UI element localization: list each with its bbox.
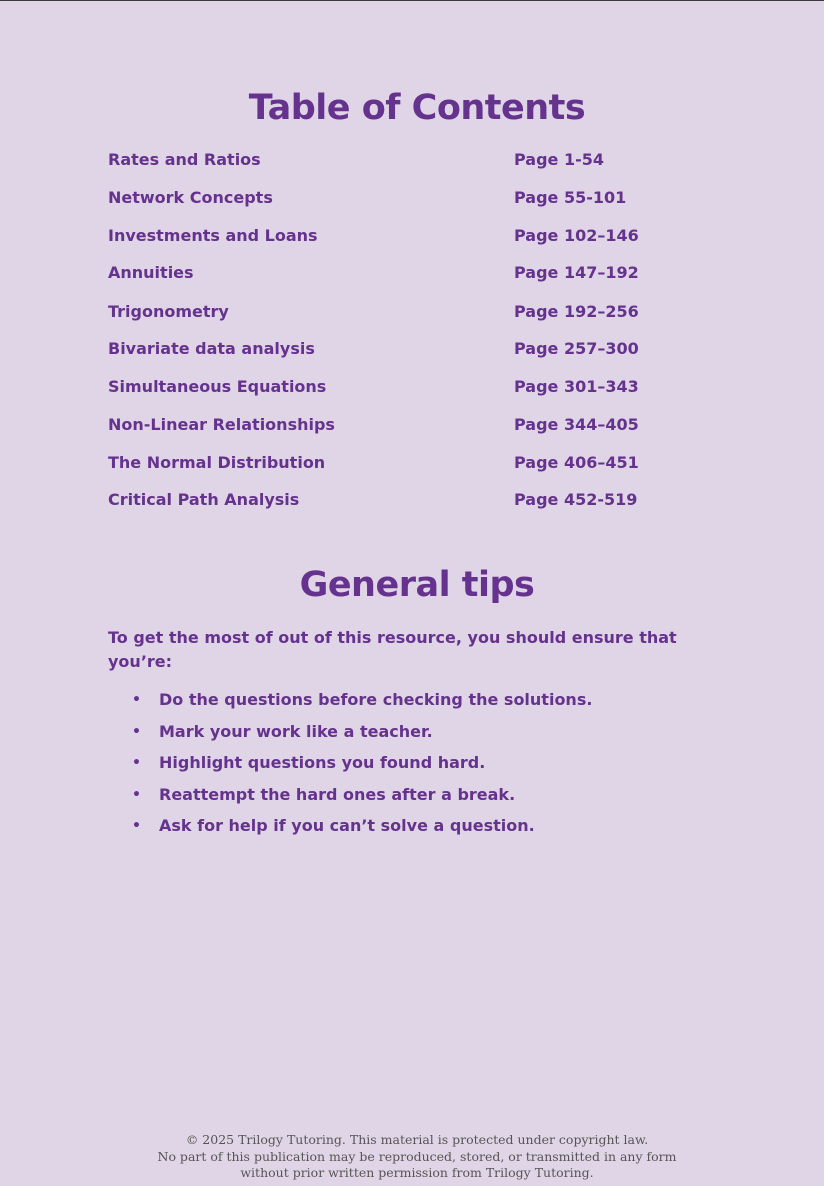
- toc-title: Table of Contents: [248, 88, 586, 128]
- copyright-line: No part of this publication may be reproduced, stored, or transmitted in any form: [157, 1148, 677, 1164]
- toc-page-range: Page 344–405: [514, 415, 639, 434]
- bullet-icon: •: [132, 724, 141, 740]
- toc-topic: Annuities: [108, 263, 194, 282]
- top-border-line: [0, 0, 824, 1]
- toc-entry: [108, 262, 728, 284]
- tip-text: Mark your work like a teacher.: [159, 722, 433, 741]
- toc-entry: [108, 301, 728, 323]
- tip-text: Reattempt the hard ones after a break.: [159, 785, 516, 804]
- tip-item: [108, 751, 708, 775]
- tip-text: Ask for help if you can’t solve a question.: [159, 816, 535, 835]
- toc-entry: [108, 187, 728, 209]
- tip-item: [108, 688, 708, 712]
- toc-page-range: Page 406–451: [514, 453, 639, 472]
- toc-page-range: Page 452-519: [514, 490, 638, 509]
- tip-text: Highlight questions you found hard.: [159, 753, 486, 772]
- tip-text: Do the questions before checking the solutions.: [159, 690, 593, 709]
- toc-topic: The Normal Distribution: [108, 453, 326, 472]
- toc-page-range: Page 55-101: [514, 188, 627, 207]
- toc-entry: [108, 489, 728, 511]
- toc-topic: Bivariate data analysis: [108, 339, 315, 358]
- toc-page-range: Page 102–146: [514, 226, 639, 245]
- toc-topic: Network Concepts: [108, 188, 273, 207]
- toc-entry: [108, 376, 728, 398]
- toc-topic: Critical Path Analysis: [108, 490, 300, 509]
- toc-entry: [108, 338, 728, 360]
- tips-title: General tips: [299, 565, 535, 605]
- bullet-icon: •: [132, 818, 141, 834]
- bullet-icon: •: [132, 692, 141, 708]
- toc-page-range: Page 1-54: [514, 150, 605, 169]
- toc-topic: Non-Linear Relationships: [108, 415, 335, 434]
- toc-page-range: Page 257–300: [514, 339, 639, 358]
- toc-entry: [108, 225, 728, 247]
- toc-entry: [108, 149, 728, 171]
- toc-topic: Investments and Loans: [108, 226, 318, 245]
- toc-page-range: Page 301–343: [514, 377, 639, 396]
- copyright-line: without prior written permission from Trilogy Tutoring.: [240, 1165, 594, 1180]
- toc-page-range: Page 192–256: [514, 302, 639, 321]
- copyright-line: © 2025 Trilogy Tutoring. This material is protected under copyright law.: [185, 1132, 649, 1147]
- tips-intro: To get the most of out of this resource, you should ensure that you’re:: [108, 628, 677, 671]
- toc-topic: Rates and Ratios: [108, 150, 261, 169]
- tip-item: [108, 720, 708, 744]
- toc-entry: [108, 452, 728, 474]
- tip-item: [108, 783, 708, 807]
- toc-page-range: Page 147–192: [514, 263, 639, 282]
- bullet-icon: •: [132, 787, 141, 803]
- toc-topic: Simultaneous Equations: [108, 377, 327, 396]
- bullet-icon: •: [132, 755, 141, 771]
- toc-topic: Trigonometry: [108, 302, 229, 321]
- tip-item: [108, 814, 708, 838]
- toc-entry: [108, 414, 728, 436]
- copyright-footer: [0, 1132, 824, 1182]
